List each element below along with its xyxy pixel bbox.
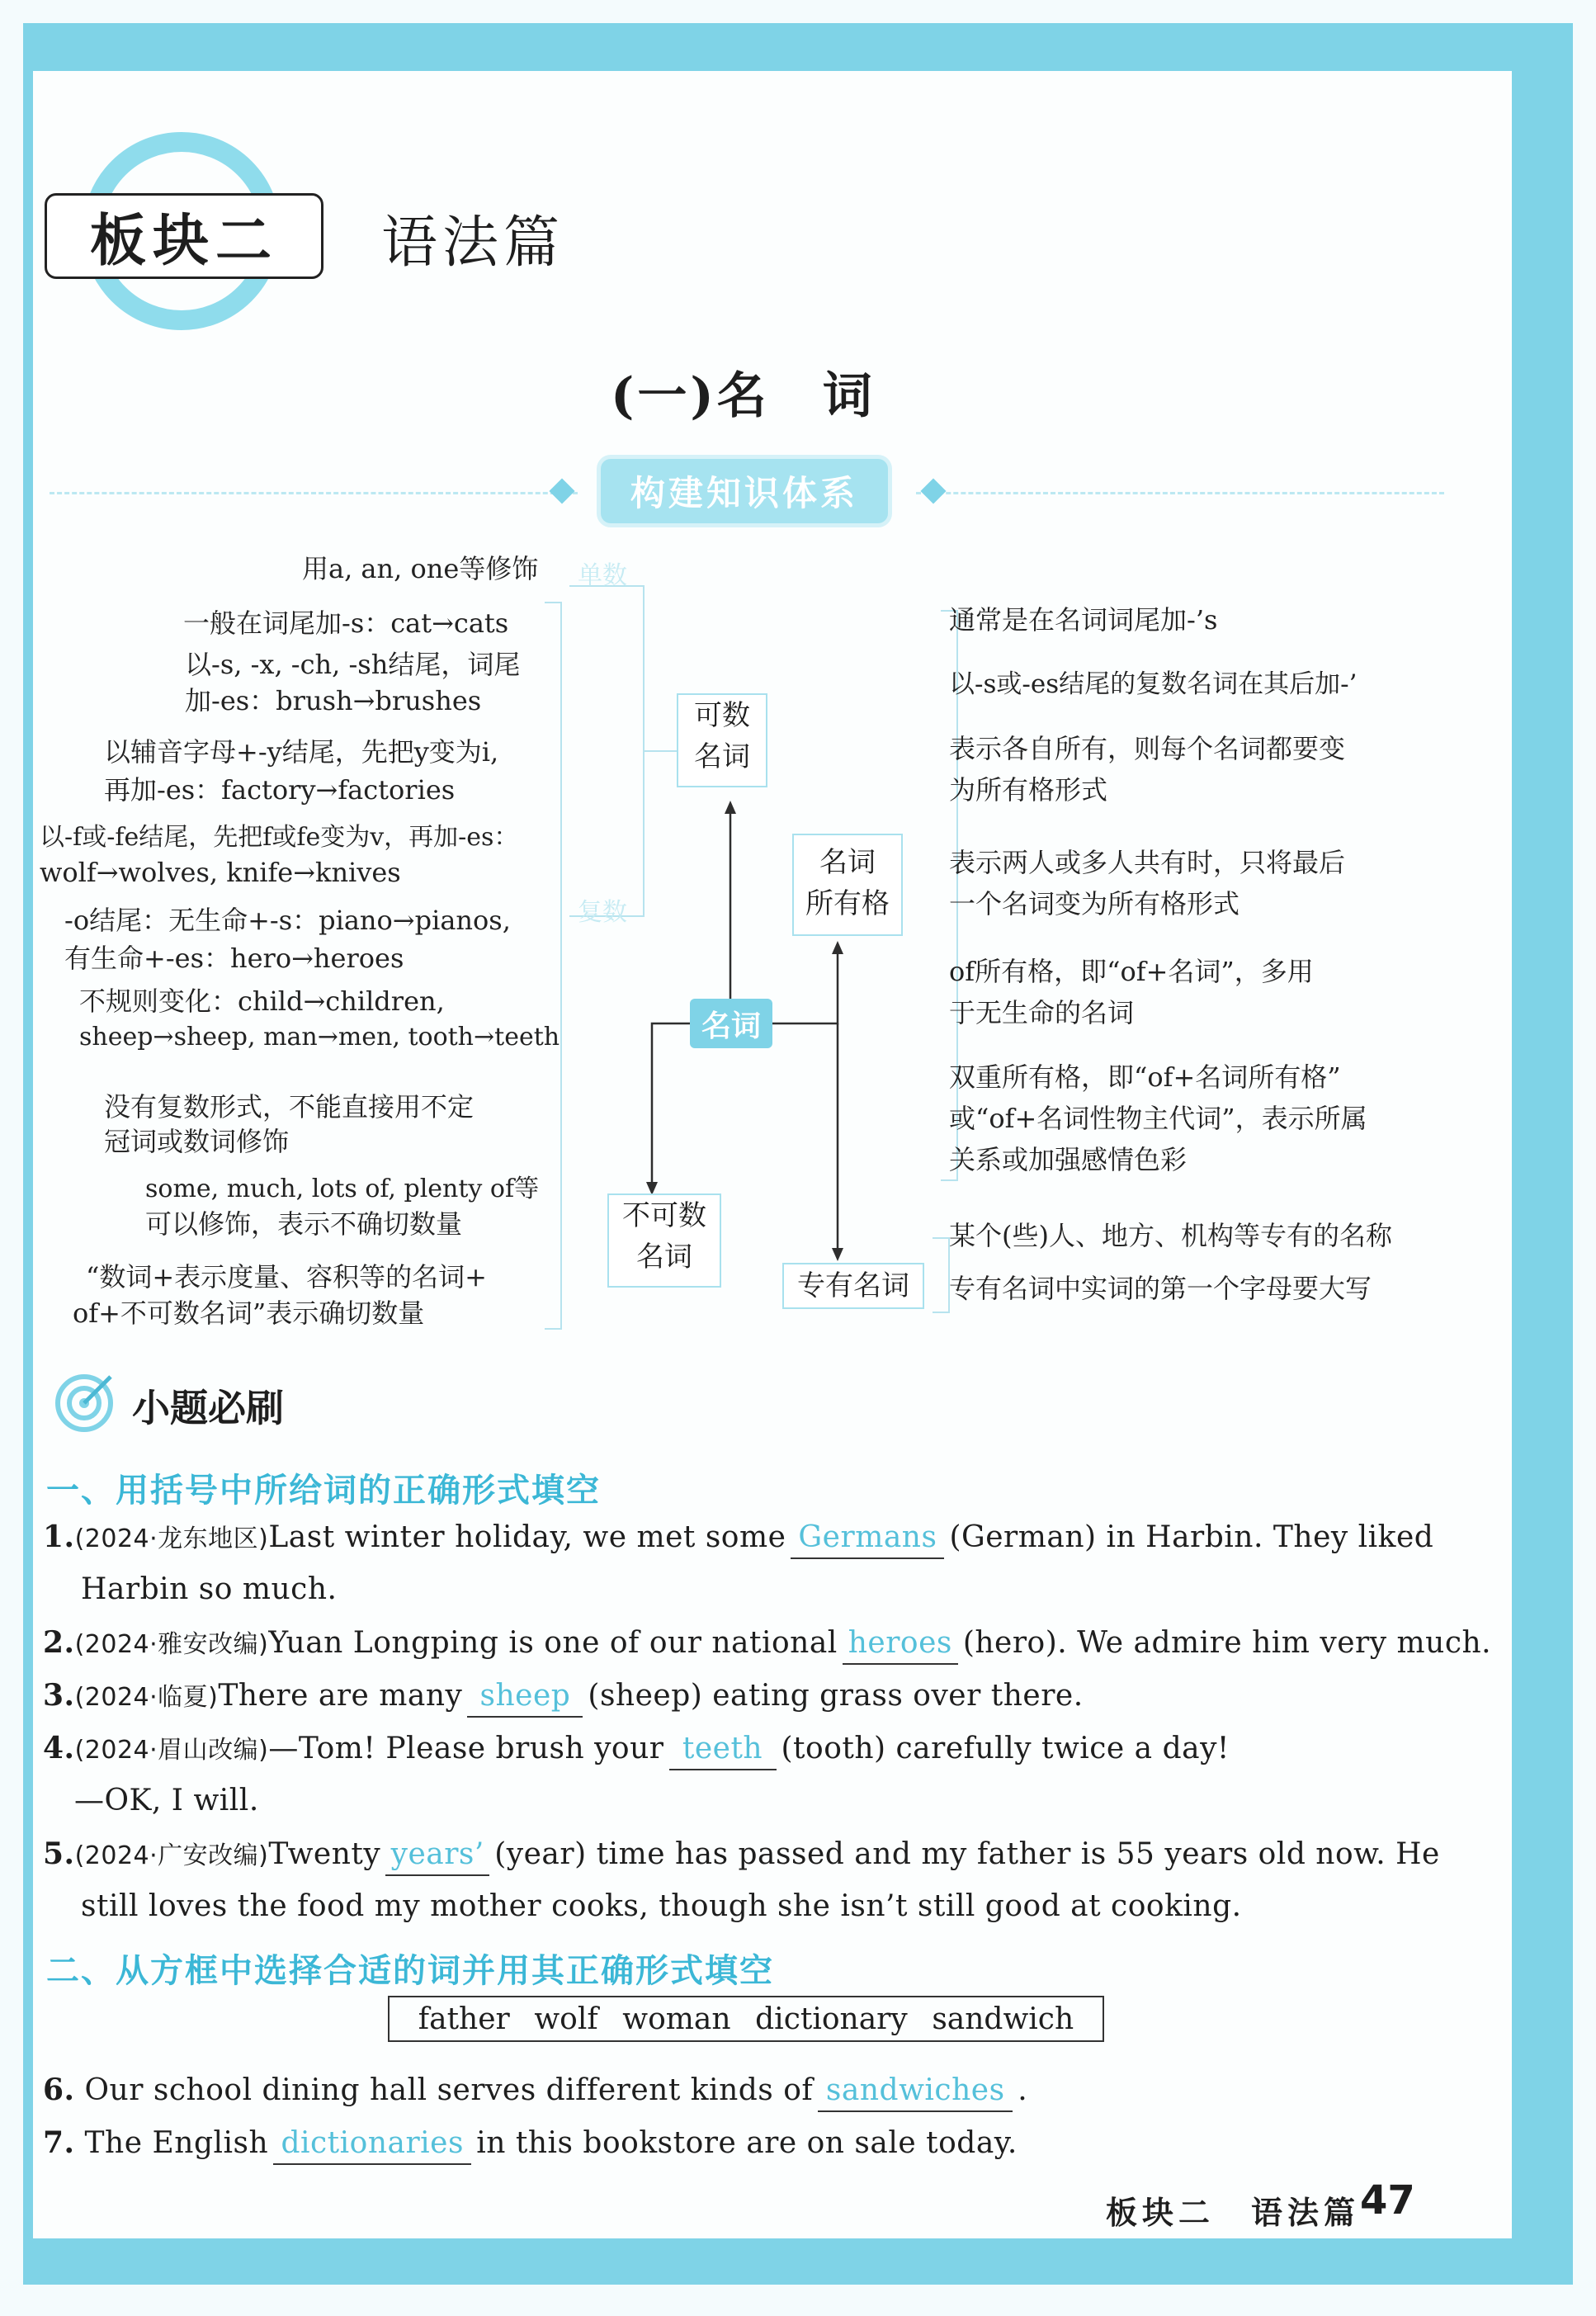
q1-text-pre: Last winter holiday, we met some — [268, 1520, 786, 1554]
uncountable-rule-1a: 没有复数形式，不能直接用不定 — [104, 1091, 475, 1123]
singular-tag: 单数 — [578, 561, 627, 590]
q2-source: (2024·雅安改编) — [74, 1630, 269, 1659]
q5-text-post: (year) time has passed and my father is 55 years old now. He — [494, 1837, 1440, 1871]
countable-bracket — [569, 586, 644, 916]
center-to-uncountable-line — [652, 1023, 690, 1189]
possessive-rule-5a: of所有格，即“of+名词”，多用 — [949, 956, 1314, 987]
footer-section-label: 板块二 语法篇 — [1106, 2195, 1361, 2231]
plural-rule-3b: 再加-es：factory→factories — [104, 774, 456, 806]
possessive-rule-6c: 关系或加强感情色彩 — [949, 1144, 1188, 1175]
q6-text-post: . — [1018, 2073, 1028, 2107]
possessive-node — [792, 834, 903, 936]
q4-text-post: (tooth) carefully twice a day! — [781, 1732, 1230, 1765]
q5-number: 5. — [43, 1836, 75, 1871]
word-box-item: father — [418, 2002, 510, 2036]
q2-text-post: (hero). We admire him very much. — [962, 1626, 1492, 1660]
q1-line2: Harbin so much. — [81, 1572, 338, 1606]
question-4 — [43, 1728, 1230, 1770]
question-7 — [43, 2123, 1018, 2165]
word-box-item: wolf — [534, 2002, 598, 2036]
uncountable-rule-1b: 冠词或数词修饰 — [104, 1126, 290, 1157]
q5-answer-blank: years’ — [385, 1835, 489, 1876]
q1-number: 1. — [43, 1520, 75, 1554]
question-5 — [43, 1834, 1440, 1876]
plural-rule-6b: sheep→sheep, man→men, tooth→teeth — [79, 1023, 560, 1052]
possessive-node-line2: 所有格 — [805, 887, 890, 920]
arrowhead-proper-icon — [832, 1248, 843, 1261]
question-1 — [43, 1517, 1433, 1559]
proper-rules-bracket — [933, 1238, 949, 1312]
uncountable-rule-2b: 可以修饰，表示不确切数量 — [145, 1208, 463, 1240]
q1-answer-blank: Germans — [791, 1518, 944, 1559]
uncountable-node-line1: 不可数 — [622, 1199, 706, 1232]
mindmap-center-node: 名词 — [690, 999, 772, 1048]
q4-number: 4. — [43, 1731, 75, 1765]
possessive-rule-5b: 于无生命的名词 — [949, 997, 1135, 1028]
plural-rule-1: 一般在词尾加-s：cat→cats — [183, 607, 509, 639]
arrowhead-countable-icon — [725, 801, 736, 814]
possessive-rule-6a: 双重所有格，即“of+名词所有格” — [949, 1061, 1341, 1093]
q6-number: 6. — [43, 2073, 75, 2107]
possessive-rule-4a: 表示两人或多人共有时，只将最后 — [949, 847, 1346, 878]
q1-text-post: (German) in Harbin. They liked — [949, 1520, 1434, 1554]
possessive-rule-4b: 一个名词变为所有格形式 — [949, 888, 1240, 919]
countable-node-line1: 可数 — [694, 699, 750, 732]
uncountable-rule-2a: some, much, lots of, plenty of等 — [145, 1175, 540, 1203]
q6-answer-blank: sandwiches — [818, 2071, 1013, 2112]
center-to-possessive-line — [772, 949, 838, 1023]
q3-number: 3. — [43, 1678, 75, 1713]
q7-text-post: in this bookstore are on sale today. — [476, 2126, 1018, 2160]
q3-text-pre: There are many — [218, 1679, 463, 1713]
plural-rule-2a: 以-s, -x, -ch, -sh结尾，词尾 — [185, 649, 521, 680]
q3-source: (2024·临夏) — [74, 1683, 219, 1712]
singular-rule: 用a, an, one等修饰 — [302, 553, 539, 584]
q7-number: 7. — [43, 2125, 75, 2160]
section-title: 语法篇 — [381, 210, 565, 276]
uncountable-rule-3b: of+不可数名词”表示确切数量 — [73, 1297, 425, 1329]
uncountable-rule-3a: “数词+表示度量、容积等的名词+ — [86, 1261, 487, 1293]
q2-number: 2. — [43, 1625, 75, 1660]
possessive-node-line1: 名词 — [819, 846, 876, 879]
possessive-rule-1: 通常是在名词词尾加-’s — [949, 604, 1218, 636]
uncountable-noun-node — [607, 1193, 721, 1288]
page-number: 47 — [1360, 2177, 1415, 2224]
proper-rule-2: 专有名词中实词的第一个字母要大写 — [949, 1273, 1372, 1304]
q4-line2: —OK, I will. — [74, 1784, 259, 1817]
q1-source: (2024·龙东地区) — [74, 1524, 269, 1553]
countable-node-line2: 名词 — [694, 740, 750, 773]
plural-rule-4b: wolf→wolves, knife→knives — [40, 857, 401, 888]
plural-rule-5a: -o结尾：无生命+-s：piano→pianos, — [64, 905, 511, 936]
q3-text-post: (sheep) eating grass over there. — [588, 1679, 1084, 1713]
part2-title: 二、从方框中选择合适的词并用其正确形式填空 — [46, 1952, 774, 1990]
proper-rule-1: 某个(些)人、地方、机构等专有的名称 — [949, 1220, 1392, 1251]
question-2 — [43, 1623, 1491, 1665]
arrowhead-possessive-icon — [832, 941, 843, 954]
q4-text-pre: —Tom! Please brush your — [268, 1732, 664, 1765]
section-badge: 板块二 — [45, 193, 323, 279]
possessive-rule-2: 以-s或-es结尾的复数名词在其后加-’ — [949, 669, 1358, 699]
q7-answer-blank: dictionaries — [273, 2124, 471, 2165]
part1-title: 一、用括号中所给词的正确形式填空 — [46, 1472, 601, 1510]
countable-noun-node — [677, 693, 767, 787]
uncountable-node-line2: 名词 — [636, 1241, 692, 1274]
practice-title: 小题必刷 — [132, 1386, 284, 1430]
proper-noun-node: 专有名词 — [782, 1263, 924, 1309]
question-6 — [43, 2070, 1027, 2112]
plural-rule-4a: 以-f或-fe结尾，先把f或fe变为v，再加-es： — [40, 823, 519, 852]
q5-text-pre: Twenty — [268, 1837, 381, 1871]
q2-text-pre: Yuan Longping is one of our national — [268, 1626, 838, 1660]
plural-rule-5b: 有生命+-es：hero→heroes — [64, 943, 404, 974]
word-box — [388, 1996, 1104, 2042]
q3-answer-blank: sheep — [467, 1676, 583, 1718]
q4-answer-blank: teeth — [669, 1729, 777, 1770]
q2-answer-blank: heroes — [843, 1624, 958, 1665]
plural-rule-3a: 以辅音字母+-y结尾，先把y变为i, — [104, 736, 499, 768]
q7-text-pre: The English — [84, 2126, 269, 2160]
plural-rule-2b: 加-es：brush→brushes — [185, 685, 482, 716]
plural-rule-6a: 不规则变化：child→children, — [79, 985, 445, 1017]
possessive-rule-6b: 或“of+名词性物主代词”，表示所属 — [949, 1103, 1367, 1134]
target-icon — [51, 1370, 117, 1436]
plural-tag: 复数 — [578, 898, 627, 927]
question-3 — [43, 1676, 1084, 1718]
word-box-item: dictionary — [755, 2002, 908, 2036]
plural-rules-bracket — [545, 603, 561, 1329]
word-box-item: sandwich — [932, 2002, 1074, 2036]
q4-source: (2024·眉山改编) — [74, 1736, 269, 1765]
knowledge-banner: 构建知识体系 — [601, 459, 888, 523]
word-box-item: woman — [622, 2002, 731, 2036]
chapter-title: (一)名 词 — [611, 367, 876, 425]
possessive-rule-3a: 表示各自所有，则每个名词都要变 — [949, 733, 1346, 764]
possessive-rule-3b: 为所有格形式 — [949, 774, 1108, 806]
q5-line2: still loves the food my mother cooks, though she isn’t still good at cooking. — [81, 1889, 1242, 1923]
q6-text-pre: Our school dining hall serves different kinds of — [84, 2073, 814, 2107]
q5-source: (2024·广安改编) — [74, 1841, 269, 1870]
